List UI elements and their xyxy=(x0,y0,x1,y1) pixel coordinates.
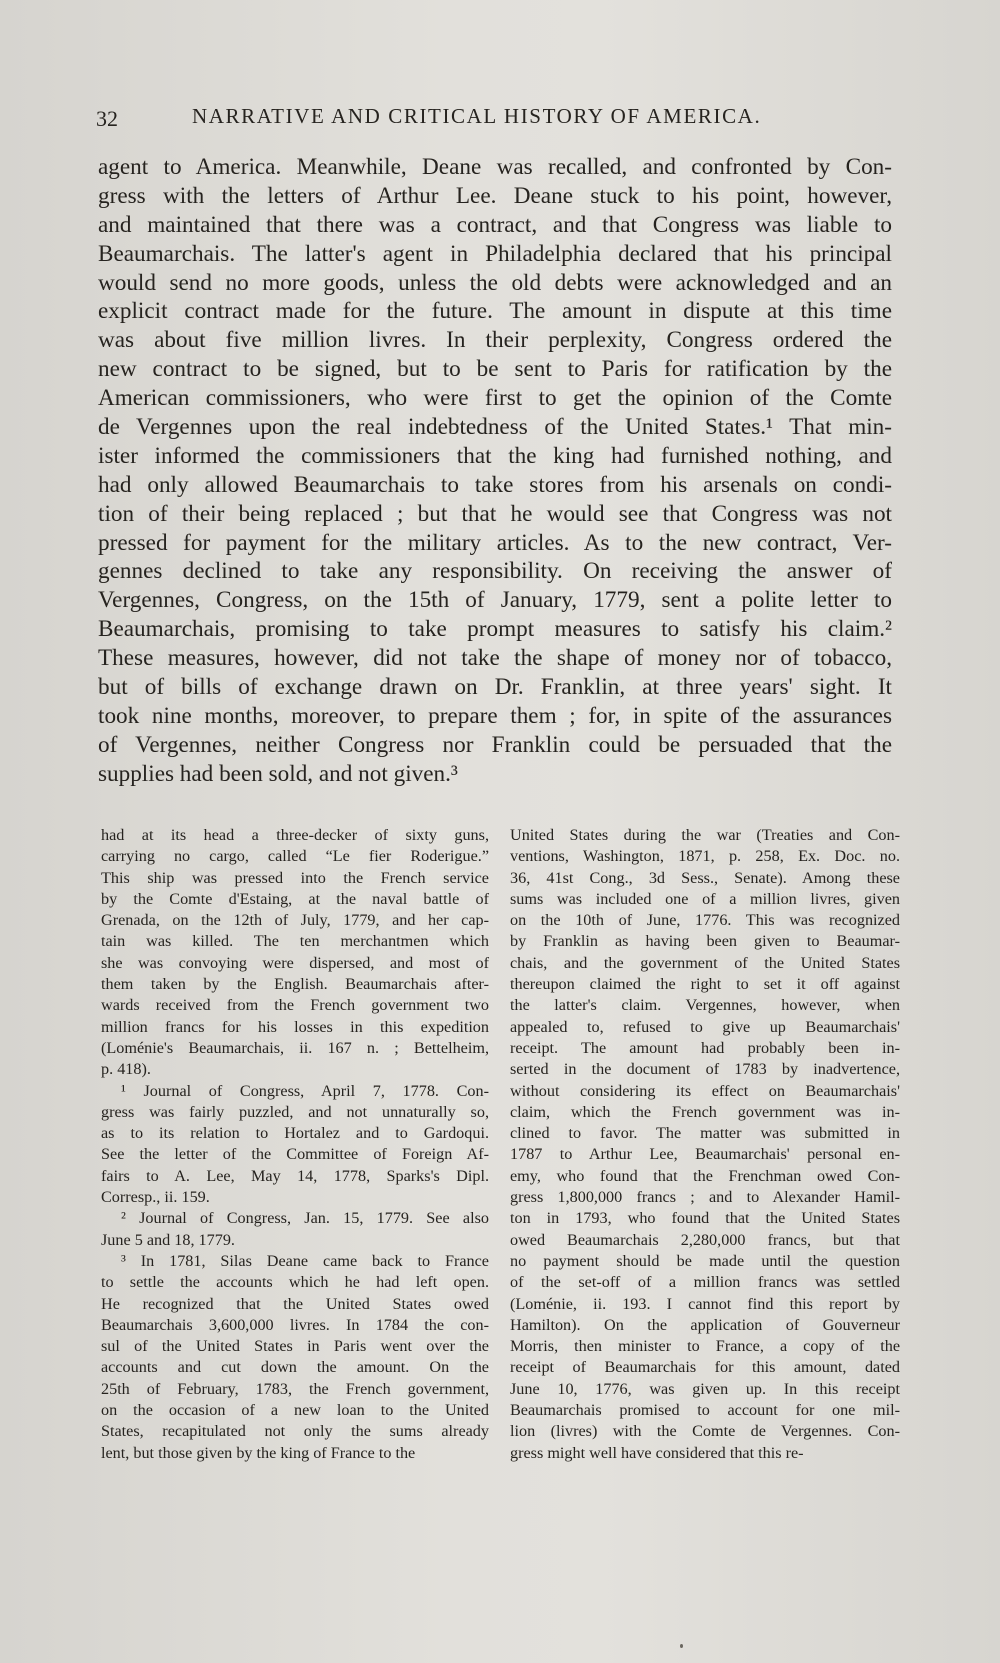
footnote-line: owed Beaumarchais 2,280,000 francs, but that xyxy=(510,1230,900,1249)
text-line: agent to America. Meanwhile, Deane was recalled, and confronted by Con- xyxy=(98,154,892,180)
footnote-line: by Franklin as having been given to Beaumar- xyxy=(510,932,900,951)
footnote-line: no payment should be made until the question xyxy=(510,1251,900,1270)
footnote-line: Beaumarchais 3,600,000 livres. In 1784 the con- xyxy=(101,1315,489,1334)
footnote-line: lent, but those given by the king of France to the xyxy=(101,1443,416,1462)
text-line: Beaumarchais, promising to take prompt measures to satisfy his claim.² xyxy=(98,616,892,643)
footnote-line: Grenada, on the 12th of July, 1779, and her cap- xyxy=(101,911,489,930)
text-line: but of bills of exchange drawn on Dr. Franklin, at three years' sight. It xyxy=(98,674,892,701)
footnotes-left-column xyxy=(101,825,489,1464)
footnote-line: wards received from the French government two xyxy=(101,996,489,1015)
text-line: Vergennes, Congress, on the 15th of January, 1779, sent a polite letter to xyxy=(98,587,892,614)
text-line: pressed for payment for the military articles. As to the new contract, Ver- xyxy=(98,529,892,556)
footnote-line: had at its head a three-decker of sixty guns, xyxy=(101,826,489,844)
text-line: took nine months, moreover, to prepare them ; for, in spite of the assurances xyxy=(98,702,892,729)
footnote-line: receipt of Beaumarchais for this amount, dated xyxy=(510,1358,900,1377)
footnote-line: appealed to, refused to give up Beaumarchais' xyxy=(510,1017,900,1036)
footnote-line: ² Journal of Congress, Jan. 15, 1779. See also xyxy=(121,1209,489,1228)
text-line: would send no more goods, unless the old debts were acknowledged and an xyxy=(98,269,892,296)
text-line: explicit contract made for the future. The amount in dispute at this time xyxy=(98,298,892,325)
text-line: supplies had been sold, and not given.³ xyxy=(98,760,458,787)
footnote-line: (Loménie's Beaumarchais, ii. 167 n. ; Bettelheim, xyxy=(101,1038,489,1057)
footnote-line: 25th of February, 1783, the French government, xyxy=(101,1379,489,1398)
footnote-line: June 10, 1776, was given up. In this receipt xyxy=(510,1379,900,1398)
footnote-line: June 5 and 18, 1779. xyxy=(101,1230,235,1249)
footnote-line: on the 10th of June, 1776. This was recognized xyxy=(510,911,900,930)
footnote-line: gress might well have considered that this re- xyxy=(510,1443,804,1462)
footnote-line: ventions, Washington, 1871, p. 258, Ex. Doc. no. xyxy=(510,847,900,866)
footnote-line: as to its relation to Hortalez and to Gardoqui. xyxy=(101,1124,489,1143)
text-line: Beaumarchais. The latter's agent in Philadelphia declared that his principal xyxy=(98,240,892,267)
footnote-line: fairs to A. Lee, May 14, 1778, Sparks's Dipl. xyxy=(101,1166,489,1185)
footnote-line: Corresp., ii. 159. xyxy=(101,1188,210,1207)
footnote-line: to settle the accounts which he had left open. xyxy=(101,1273,489,1292)
footnote-line: on the occasion of a new loan to the United xyxy=(101,1401,489,1420)
text-line: gress with the letters of Arthur Lee. Deane stuck to his point, however, xyxy=(98,182,892,209)
footnote-line: 1787 to Arthur Lee, Beaumarchais' personal en- xyxy=(510,1145,900,1164)
footnote-line: serted in the document of 1783 by inadvertence, xyxy=(510,1060,900,1079)
footnote-line: This ship was pressed into the French service xyxy=(101,868,489,887)
footnote-line: emy, who found that the Frenchman owed Con- xyxy=(510,1166,900,1185)
footnote-line: States, recapitulated not only the sums already xyxy=(101,1422,489,1441)
footnote-line: them taken by the English. Beaumarchais after- xyxy=(101,975,489,994)
footnote-line: she was convoying were dispersed, and most of xyxy=(101,953,489,972)
page-header xyxy=(96,104,896,134)
footnote-line: carrying no cargo, called “Le fier Roderigue.” xyxy=(101,847,489,866)
footnote-line: accounts and cut down the amount. On the xyxy=(101,1358,489,1377)
footnote-line: receipt. The amount had probably been in- xyxy=(510,1038,900,1057)
footnote-line: gress 1,800,000 francs ; and to Alexander Hamil- xyxy=(510,1188,900,1207)
footnote-line: 36, 41st Cong., 3d Sess., Senate). Among these xyxy=(510,868,900,887)
footnote-line: gress was fairly puzzled, and not unnaturally so, xyxy=(101,1102,489,1121)
footnote-line: without considering its effect on Beaumarchais' xyxy=(510,1081,900,1100)
running-head: NARRATIVE AND CRITICAL HISTORY OF AMERICA. xyxy=(192,104,762,128)
text-line: was about five million livres. In their perplexity, Congress ordered the xyxy=(98,327,892,354)
paper-speck xyxy=(680,1644,683,1648)
text-line: de Vergennes upon the real indebtedness of the United States.¹ That min- xyxy=(98,414,892,441)
text-line: ister informed the commissioners that the king had furnished nothing, and xyxy=(98,442,892,469)
footnote-line: Morris, then minister to France, a copy of the xyxy=(510,1337,900,1356)
footnote-line: lion (livres) with the Comte de Vergennes. Con- xyxy=(510,1422,900,1441)
text-line: new contract to be signed, but to be sent to Paris for ratification by the xyxy=(98,356,892,383)
footnote-line: tain was killed. The ten merchantmen which xyxy=(101,932,489,951)
footnote-line: by the Comte d'Estaing, at the naval battle of xyxy=(101,889,489,908)
page-number: 32 xyxy=(96,106,118,131)
footnote-line: claim, which the French government was in- xyxy=(510,1102,900,1121)
footnote-line: United States during the war (Treaties and Con- xyxy=(510,826,900,844)
footnotes-right-column xyxy=(510,825,900,1464)
footnote-line: p. 418). xyxy=(101,1060,151,1079)
footnote-line: the latter's claim. Vergennes, however, when xyxy=(510,996,900,1015)
text-line: These measures, however, did not take the shape of money nor of tobacco, xyxy=(98,645,892,672)
text-line: American commissioners, who were first to get the opinion of the Comte xyxy=(98,385,892,412)
text-line: and maintained that there was a contract, and that Congress was liable to xyxy=(98,211,892,238)
footnote-line: clined to favor. The matter was submitted in xyxy=(510,1124,900,1143)
footnote-line: sums was included one of a million livres, given xyxy=(510,889,900,908)
footnote-line: sul of the United States in Paris went over the xyxy=(101,1337,489,1356)
text-line: tion of their being replaced ; but that he would see that Congress was not xyxy=(98,500,892,527)
footnote-line: thereupon claimed the right to set it off against xyxy=(510,975,900,994)
footnote-line: ¹ Journal of Congress, April 7, 1778. Con- xyxy=(121,1081,489,1100)
footnote-line: ³ In 1781, Silas Deane came back to France xyxy=(121,1251,489,1270)
footnote-line: Beaumarchais promised to account for one mil- xyxy=(510,1401,900,1420)
footnote-line: chais, and the government of the United States xyxy=(510,953,900,972)
footnote-line: See the letter of the Committee of Foreign Af- xyxy=(101,1145,489,1164)
footnote-line: of the set-off of a million francs was settled xyxy=(510,1273,900,1292)
footnote-line: Hamilton). On the application of Gouverneur xyxy=(510,1315,900,1334)
main-text-block xyxy=(98,153,892,789)
footnote-line: million francs for his losses in this expedition xyxy=(101,1017,489,1036)
footnote-line: ton in 1793, who found that the United States xyxy=(510,1209,900,1228)
footnote-line: (Loménie, ii. 193. I cannot find this report by xyxy=(510,1294,900,1313)
text-line: had only allowed Beaumarchais to take stores from his arsenals on condi- xyxy=(98,471,892,498)
text-line: of Vergennes, neither Congress nor Franklin could be persuaded that the xyxy=(98,731,892,758)
footnote-line: He recognized that the United States owed xyxy=(101,1294,489,1313)
text-line: gennes declined to take any responsibility. On receiving the answer of xyxy=(98,558,892,585)
